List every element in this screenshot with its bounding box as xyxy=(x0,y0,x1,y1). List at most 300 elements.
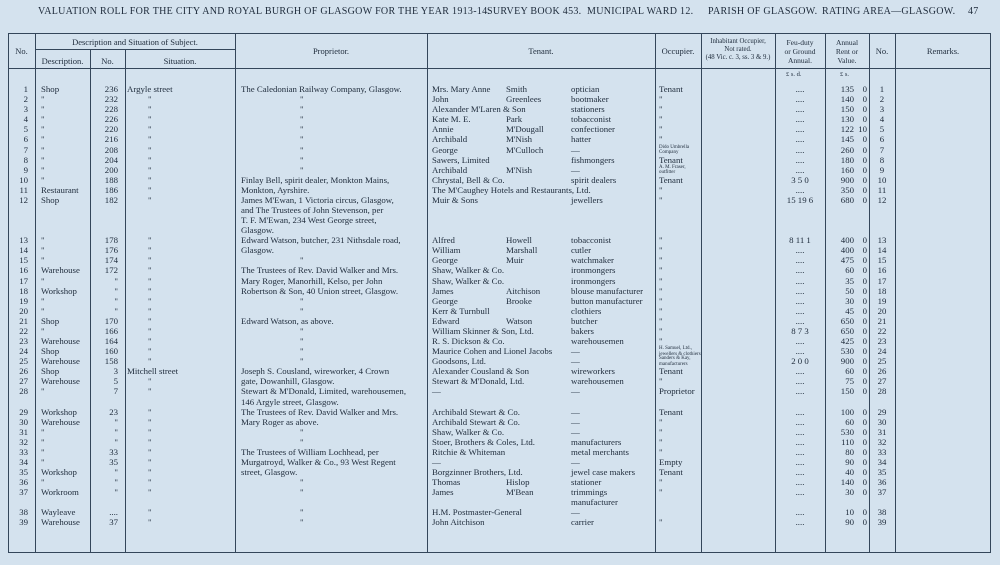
feu-duty: .... xyxy=(795,426,805,437)
proprietor: " xyxy=(300,507,304,518)
table-row xyxy=(0,507,1000,517)
occupier: Tenant xyxy=(659,467,683,477)
row-number: 22 xyxy=(19,325,28,336)
occupier: " xyxy=(659,124,663,135)
tenant-name: Archibald xyxy=(432,134,468,145)
tenant-trade: — xyxy=(571,457,580,467)
proprietor: Mary Roger, Manorhill, Kelso, per John xyxy=(241,275,383,286)
rent-pounds: 40 xyxy=(845,467,854,477)
table-row xyxy=(0,145,1000,155)
occupier: " xyxy=(659,194,663,205)
tenant-name: Kerr & Turnbull xyxy=(432,305,490,316)
proprietor: " xyxy=(300,164,304,175)
row-number: 14 xyxy=(19,245,28,256)
tenant-trade: stationer xyxy=(571,477,602,488)
row-number: 11 xyxy=(19,184,28,195)
situation: " xyxy=(148,144,152,155)
tenant-name: Alfred xyxy=(432,235,455,246)
currency-ls: £ s. xyxy=(840,71,850,78)
row-number-right: 8 xyxy=(879,154,885,165)
description: " xyxy=(41,305,45,316)
tenant-trade: tobacconist xyxy=(571,235,612,246)
row-number: 1 xyxy=(23,84,28,94)
tenant-surname: Park xyxy=(506,114,523,125)
description: Workshop xyxy=(41,406,77,417)
tenant-surname: Smith xyxy=(506,84,528,94)
tenant-trade: bakers xyxy=(571,325,594,336)
table-row xyxy=(0,296,1000,306)
tenant-name: John Aitchison xyxy=(432,517,485,528)
description: Shop xyxy=(41,194,60,205)
rent-pounds: 130 xyxy=(840,114,854,125)
proprietor: " xyxy=(300,114,304,125)
col-proprietor: Proprietor. xyxy=(312,46,350,56)
feu-duty: .... xyxy=(795,245,805,256)
table-row xyxy=(0,417,1000,427)
tenant-name: Stoer, Brothers & Coles, Ltd. xyxy=(432,436,536,447)
situation: " xyxy=(148,315,152,326)
proprietor: 146 Argyle street, Glasgow. xyxy=(241,396,339,407)
row-number: 12 xyxy=(19,194,28,205)
table-row xyxy=(0,245,1000,255)
col-remarks: Remarks. xyxy=(926,46,960,56)
rent-shillings: 0 xyxy=(862,305,867,316)
occupier: " xyxy=(659,477,663,488)
rent-pounds: 75 xyxy=(845,376,854,387)
situation: " xyxy=(148,386,152,397)
tenant-trade: metal merchants xyxy=(571,446,629,457)
row-number-right: 29 xyxy=(877,406,887,417)
rent-pounds: 400 xyxy=(840,235,854,246)
tenant-name: George xyxy=(432,255,458,266)
occupier: " xyxy=(659,104,663,115)
row-number-right: 24 xyxy=(877,346,887,357)
proprietor: " xyxy=(300,94,304,105)
description: Workroom xyxy=(41,487,79,498)
feu-duty: .... xyxy=(795,406,805,417)
proprietor: Murgatroyd, Walker & Co., 93 West Regent xyxy=(241,457,396,467)
street-number: " xyxy=(114,285,118,296)
rent-pounds: 530 xyxy=(840,426,854,437)
row-number: 24 xyxy=(19,346,28,357)
rent-pounds: 160 xyxy=(840,164,854,175)
tenant-name: Sawers, Limited xyxy=(432,154,490,165)
tenant-name: Muir & Sons xyxy=(432,194,478,205)
street-number: .... xyxy=(109,507,118,518)
feu-duty: .... xyxy=(795,507,805,518)
feu-duty: .... xyxy=(795,467,805,477)
tenant-trade: — xyxy=(571,406,580,417)
tenant-trade: stationers xyxy=(571,104,605,115)
rent-pounds: 110 xyxy=(841,436,854,447)
rating-area: RATING AREA—GLASGOW. xyxy=(822,6,956,17)
feu-duty: .... xyxy=(795,477,805,488)
table-row xyxy=(0,316,1000,326)
feu-duty: .... xyxy=(795,366,805,377)
occupier: " xyxy=(659,325,663,336)
row-number: 6 xyxy=(23,134,28,145)
street-number: " xyxy=(114,487,118,498)
situation: " xyxy=(148,467,152,477)
rent-pounds: 150 xyxy=(840,386,854,397)
table-row xyxy=(0,386,1000,396)
proprietor: " xyxy=(300,346,304,357)
rent-pounds: 680 xyxy=(840,194,854,205)
table-row xyxy=(0,467,1000,477)
row-number-right: 18 xyxy=(877,285,887,296)
proprietor: Stewart & M'Donald, Limited, warehousemen, xyxy=(241,386,407,397)
proprietor: The Caledonian Railway Company, Glasgow. xyxy=(241,84,402,94)
description: " xyxy=(41,114,45,125)
feu-duty: 8 7 3 xyxy=(791,325,809,336)
survey-book: SURVEY BOOK 453. xyxy=(487,6,582,17)
tenant-trade: — xyxy=(571,426,580,437)
feu-duty: .... xyxy=(795,104,805,115)
rent-pounds: 50 xyxy=(845,285,854,296)
proprietor: street, Glasgow. xyxy=(241,467,298,477)
occupier: " xyxy=(659,295,663,306)
feu-duty: .... xyxy=(795,134,805,145)
row-number: 13 xyxy=(19,235,28,246)
occupier: " xyxy=(659,446,663,457)
situation: " xyxy=(148,436,152,447)
occupier: " xyxy=(659,416,663,427)
rent-pounds: 100 xyxy=(840,406,854,417)
proprietor: " xyxy=(300,154,304,165)
table-row xyxy=(0,487,1000,497)
row-number-right: 11 xyxy=(877,184,887,195)
row-number: 27 xyxy=(19,376,28,387)
occupier: " xyxy=(659,114,663,125)
feu-duty: .... xyxy=(795,305,805,316)
col-situation: Situation. xyxy=(163,56,197,66)
table-row xyxy=(0,205,1000,215)
occupier: " xyxy=(659,265,663,276)
tenant-trade: carrier xyxy=(571,517,594,528)
tenant-name: Borgzinner Brothers, Ltd. xyxy=(432,467,523,477)
situation: Mitchell street xyxy=(127,366,179,377)
row-number-right: 17 xyxy=(877,275,887,286)
rent-shillings: 0 xyxy=(862,255,867,266)
row-number: 7 xyxy=(23,144,28,155)
situation: " xyxy=(148,325,152,336)
description: Restaurant xyxy=(41,184,79,195)
row-number-right: 26 xyxy=(877,366,887,377)
feu-duty: .... xyxy=(795,265,805,276)
tenant-surname: Marshall xyxy=(506,245,538,256)
table-row xyxy=(0,447,1000,457)
feu-duty: .... xyxy=(795,446,805,457)
row-number: 21 xyxy=(19,315,28,326)
col-tenant: Tenant. xyxy=(528,46,554,56)
row-number: 20 xyxy=(19,305,28,316)
row-number-right: 28 xyxy=(877,386,887,397)
street-number: 232 xyxy=(104,94,118,105)
street-number: 176 xyxy=(104,245,118,256)
street-number: " xyxy=(114,467,118,477)
situation: " xyxy=(148,104,152,115)
street-number: 160 xyxy=(104,346,118,357)
occupier: H. Samuel, Ltd., jewellers & clothiers xyxy=(659,346,701,357)
situation: " xyxy=(148,477,152,488)
tenant-name: Shaw, Walker & Co. xyxy=(432,265,505,276)
row-number-right: 9 xyxy=(879,164,885,175)
table-row xyxy=(0,84,1000,94)
proprietor: " xyxy=(300,255,304,266)
situation: " xyxy=(148,487,152,498)
rent-shillings: 0 xyxy=(862,386,867,397)
tenant-trade: warehousemen xyxy=(571,376,624,387)
row-number: 34 xyxy=(19,457,28,467)
row-number: 37 xyxy=(19,487,28,498)
feu-duty: .... xyxy=(795,386,805,397)
table-row xyxy=(0,356,1000,366)
description: Warehouse xyxy=(41,517,80,528)
rent-shillings: 0 xyxy=(862,184,867,195)
tenant-name: Chrystal, Bell & Co. xyxy=(432,174,505,185)
rent-shillings: 0 xyxy=(862,144,867,155)
rent-pounds: 60 xyxy=(845,366,854,377)
rent-shillings: 10 xyxy=(858,124,867,135)
street-number: 188 xyxy=(104,174,118,185)
feu-duty: .... xyxy=(795,94,805,105)
col-number: No. xyxy=(101,56,114,66)
feu-duty: .... xyxy=(795,457,805,467)
row-number-right: 36 xyxy=(877,477,887,488)
tenant-trade: manufacturers xyxy=(571,436,622,447)
tenant-name: George xyxy=(432,144,458,155)
feu-duty: .... xyxy=(795,114,805,125)
table-row xyxy=(0,366,1000,376)
rent-shillings: 0 xyxy=(862,416,867,427)
tenant-name: Alexander M'Laren & Son xyxy=(432,104,526,115)
rent-shillings: 0 xyxy=(862,315,867,326)
roll-title: VALUATION ROLL FOR THE CITY AND ROYAL BURGH OF GLASGOW FOR THE YEAR 1913-14. xyxy=(38,6,491,17)
rent-pounds: 145 xyxy=(840,134,854,145)
table-row xyxy=(0,407,1000,417)
description: Warehouse xyxy=(41,336,80,346)
description: " xyxy=(41,275,45,286)
feu-duty: .... xyxy=(795,295,805,306)
description: " xyxy=(41,255,45,266)
street-number: 182 xyxy=(104,194,118,205)
description: Warehouse xyxy=(41,376,80,387)
situation: " xyxy=(148,184,152,195)
tenant-name: Ritchie & Whiteman xyxy=(432,446,506,457)
rent-pounds: 90 xyxy=(845,517,854,528)
rent-shillings: 0 xyxy=(862,366,867,377)
col-no-right: No. xyxy=(875,46,889,56)
occupier: " xyxy=(659,235,663,246)
proprietor: Glasgow. xyxy=(241,225,274,236)
proprietor: " xyxy=(300,325,304,336)
description: Shop xyxy=(41,315,60,326)
proprietor: James M'Ewan, 1 Victoria circus, Glasgow, xyxy=(241,194,394,205)
occupier: Tenant xyxy=(659,154,683,165)
tenant-trade: cutler xyxy=(571,245,592,256)
description: " xyxy=(41,235,45,246)
proprietor: Robertson & Son, 40 Union street, Glasgow. xyxy=(241,285,399,296)
rent-pounds: 45 xyxy=(845,305,854,316)
rent-pounds: 475 xyxy=(840,255,854,266)
rent-pounds: 140 xyxy=(840,477,854,488)
rent-shillings: 0 xyxy=(862,104,867,115)
tenant-trade: blouse manufacturer xyxy=(571,285,644,296)
proprietor: Mary Roger as above. xyxy=(241,416,319,427)
proprietor: " xyxy=(300,144,304,155)
street-number: 5 xyxy=(113,376,118,387)
table-row xyxy=(0,215,1000,225)
proprietor: The Trustees of William Lochhead, per xyxy=(241,446,379,457)
table-row xyxy=(0,265,1000,275)
rent-pounds: 650 xyxy=(840,325,854,336)
table-row xyxy=(0,155,1000,165)
situation: " xyxy=(148,94,152,105)
rent-shillings: 0 xyxy=(862,446,867,457)
table-row xyxy=(0,124,1000,134)
situation: " xyxy=(148,114,152,125)
description: " xyxy=(41,295,45,306)
feu-duty: .... xyxy=(795,275,805,286)
proprietor: Finlay Bell, spirit dealer, Monkton Mains, xyxy=(241,174,390,185)
parish: PARISH OF GLASGOW. xyxy=(708,6,818,17)
occupier: " xyxy=(659,487,663,498)
table-row xyxy=(0,477,1000,487)
rent-shillings: 0 xyxy=(862,406,867,417)
row-number-right: 15 xyxy=(877,255,887,266)
occupier: " xyxy=(659,376,663,387)
rent-shillings: 0 xyxy=(862,467,867,477)
street-number: " xyxy=(114,275,118,286)
occupier: " xyxy=(659,436,663,447)
proprietor: Joseph S. Cousland, wireworker, 4 Crown xyxy=(241,366,390,377)
street-number: 200 xyxy=(104,164,118,175)
tenant-trade: jewel case makers xyxy=(571,467,635,477)
row-number: 4 xyxy=(23,114,28,125)
feu-duty: .... xyxy=(795,376,805,387)
row-number: 16 xyxy=(19,265,28,276)
rent-pounds: 80 xyxy=(845,446,854,457)
description: Workshop xyxy=(41,285,77,296)
description: Warehouse xyxy=(41,356,80,367)
proprietor: " xyxy=(300,134,304,145)
occupier: " xyxy=(659,517,663,528)
row-number: 5 xyxy=(23,124,28,135)
row-number: 23 xyxy=(19,336,28,346)
street-number: 164 xyxy=(104,336,118,346)
tenant-surname: M'Nish xyxy=(506,164,533,175)
proprietor: Edward Watson, butcher, 231 Nithsdale road, xyxy=(241,235,401,246)
rent-shillings: 0 xyxy=(862,517,867,528)
row-number: 36 xyxy=(19,477,28,488)
rent-shillings: 0 xyxy=(862,346,867,357)
col-rent-2: Rent or xyxy=(835,47,859,56)
rent-shillings: 0 xyxy=(862,285,867,296)
description: " xyxy=(41,426,45,437)
tenant-name: Edward xyxy=(432,315,460,326)
occupier: " xyxy=(659,336,663,346)
situation: " xyxy=(148,336,152,346)
rent-shillings: 0 xyxy=(862,94,867,105)
description: " xyxy=(41,436,45,447)
description: Warehouse xyxy=(41,416,80,427)
rent-pounds: 400 xyxy=(840,245,854,256)
row-number-right: 5 xyxy=(879,124,885,135)
description: " xyxy=(41,164,45,175)
row-number-right: 7 xyxy=(879,144,885,155)
description: Wayleave xyxy=(41,507,76,518)
rent-shillings: 0 xyxy=(862,134,867,145)
rent-shillings: 0 xyxy=(862,245,867,256)
table-row xyxy=(0,517,1000,527)
table-row xyxy=(0,195,1000,205)
occupier: " xyxy=(659,184,663,195)
tenant-name: John xyxy=(432,94,449,105)
row-number-right: 39 xyxy=(877,517,887,528)
street-number: 7 xyxy=(113,386,118,397)
situation: " xyxy=(148,295,152,306)
street-number: 23 xyxy=(109,406,118,417)
description: Workshop xyxy=(41,467,77,477)
row-number-right: 13 xyxy=(877,235,887,246)
description: " xyxy=(41,94,45,105)
row-number-right: 20 xyxy=(877,305,887,316)
street-number: 170 xyxy=(104,315,118,326)
situation: " xyxy=(148,416,152,427)
description: " xyxy=(41,124,45,135)
col-feu-2: or Ground xyxy=(784,47,816,56)
rent-pounds: 90 xyxy=(845,457,854,467)
street-number: " xyxy=(114,416,118,427)
rent-shillings: 0 xyxy=(862,507,867,518)
rent-pounds: 135 xyxy=(840,84,854,94)
table-row xyxy=(0,225,1000,235)
tenant-name: H.M. Postmaster-General xyxy=(432,507,522,518)
table-row xyxy=(0,104,1000,114)
rent-shillings: 0 xyxy=(862,265,867,276)
feu-duty: .... xyxy=(795,154,805,165)
occupier: " xyxy=(659,275,663,286)
occupier: " xyxy=(659,94,663,105)
street-number: " xyxy=(114,295,118,306)
proprietor: " xyxy=(300,426,304,437)
situation: " xyxy=(148,245,152,256)
row-number-right: 6 xyxy=(879,134,885,145)
table-row xyxy=(0,376,1000,386)
occupier: Empty xyxy=(659,457,683,467)
row-number-right: 2 xyxy=(879,94,885,105)
table-row xyxy=(0,306,1000,316)
tenant-surname: Greenlees xyxy=(506,94,542,105)
row-number-right: 33 xyxy=(877,446,887,457)
tenant-trade: — xyxy=(571,346,580,357)
rent-pounds: 530 xyxy=(840,346,854,357)
row-number: 33 xyxy=(19,446,28,457)
row-number: 35 xyxy=(19,467,28,477)
rent-shillings: 0 xyxy=(862,295,867,306)
row-number: 2 xyxy=(23,94,28,105)
tenant-trade: — xyxy=(571,164,580,175)
occupier: " xyxy=(659,315,663,326)
description: " xyxy=(41,144,45,155)
situation: " xyxy=(148,517,152,528)
proprietor: T. F. M'Ewan, 234 West George street, xyxy=(241,215,377,225)
feu-duty: .... xyxy=(795,124,805,135)
row-number: 17 xyxy=(19,275,28,286)
description: Shop xyxy=(41,346,60,357)
tenant-surname: Hislop xyxy=(506,477,530,488)
row-number-right: 35 xyxy=(877,467,887,477)
